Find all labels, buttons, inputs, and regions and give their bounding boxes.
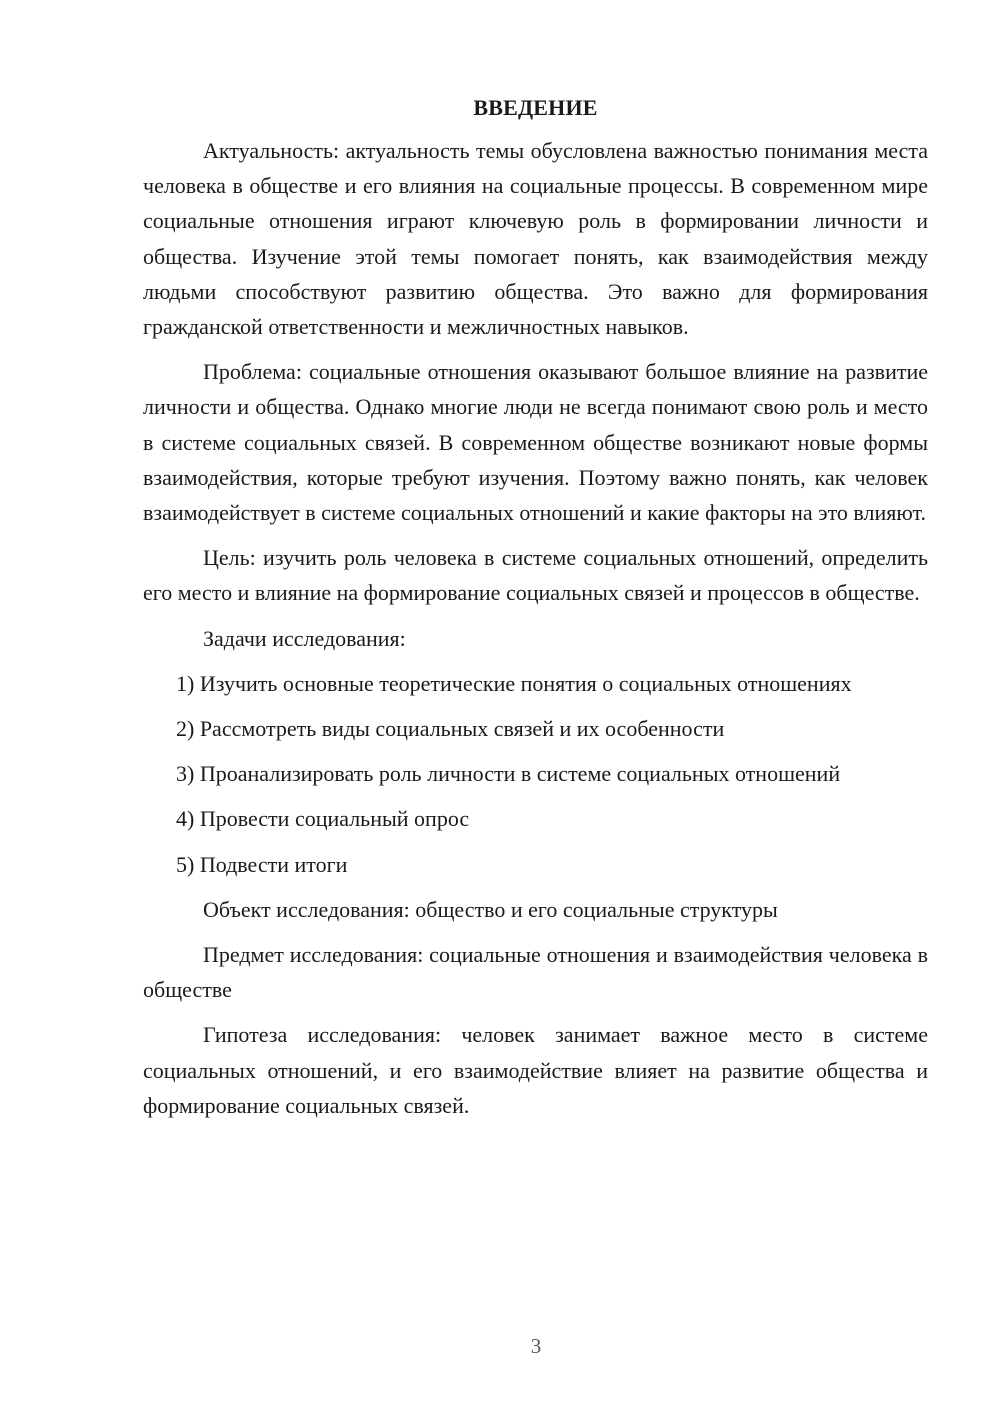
tasks-heading: Задачи исследования:: [203, 625, 406, 651]
page-number: 3: [530, 1334, 542, 1358]
goal-paragraph: Цель: изучить роль человека в системе социальных отношений, определить его место и влияние на формирование социальных связей и процессов в обществе.: [143, 545, 928, 606]
task-item: 2) Рассмотреть виды социальных связей и их особенности: [176, 716, 725, 742]
object-paragraph: Объект исследования: общество и его социальные структуры: [203, 896, 778, 922]
task-item: 3) Проанализировать роль личности в системе социальных отношений: [176, 761, 841, 787]
hypothesis-paragraph: Гипотеза исследования: человек занимает важное место в системе социальных отношений, и его взаимодействие влияет на развитие общества и формирование социальных связей.: [143, 1022, 928, 1118]
section-heading: ВВЕДЕНИЕ: [473, 95, 598, 120]
subject-paragraph: Предмет исследования: социальные отношения и взаимодействия человека в обществе: [143, 942, 928, 1003]
task-item: 4) Провести социальный опрос: [176, 806, 470, 832]
task-item: 1) Изучить основные теоретические понятия о социальных отношениях: [176, 670, 852, 696]
relevance-paragraph: Актуальность: актуальность темы обусловлена важностью понимания места человека в обществе и его влияния на социальные процессы. В современном мире социальные отношения играют ключевую роль в формировании личности и общества. Изучение этой темы помогает понять, как взаимодействия между людьми способствуют развитию общества. Это важно для формирования гражданской ответственности и межличностных навыков.: [143, 138, 928, 340]
task-item: 5) Подвести итоги: [176, 851, 348, 877]
document-body: [143, 90, 928, 1133]
problem-paragraph: Проблема: социальные отношения оказывают большое влияние на развитие личности и общества. Однако многие люди не всегда понимают свою роль и место в системе социальных связей. В современном обществе возникают новые формы взаимодействия, которые требуют изучения. Поэтому важно понять, как человек взаимодействует в системе социальных отношений и какие факторы на это влияют.: [143, 359, 928, 526]
